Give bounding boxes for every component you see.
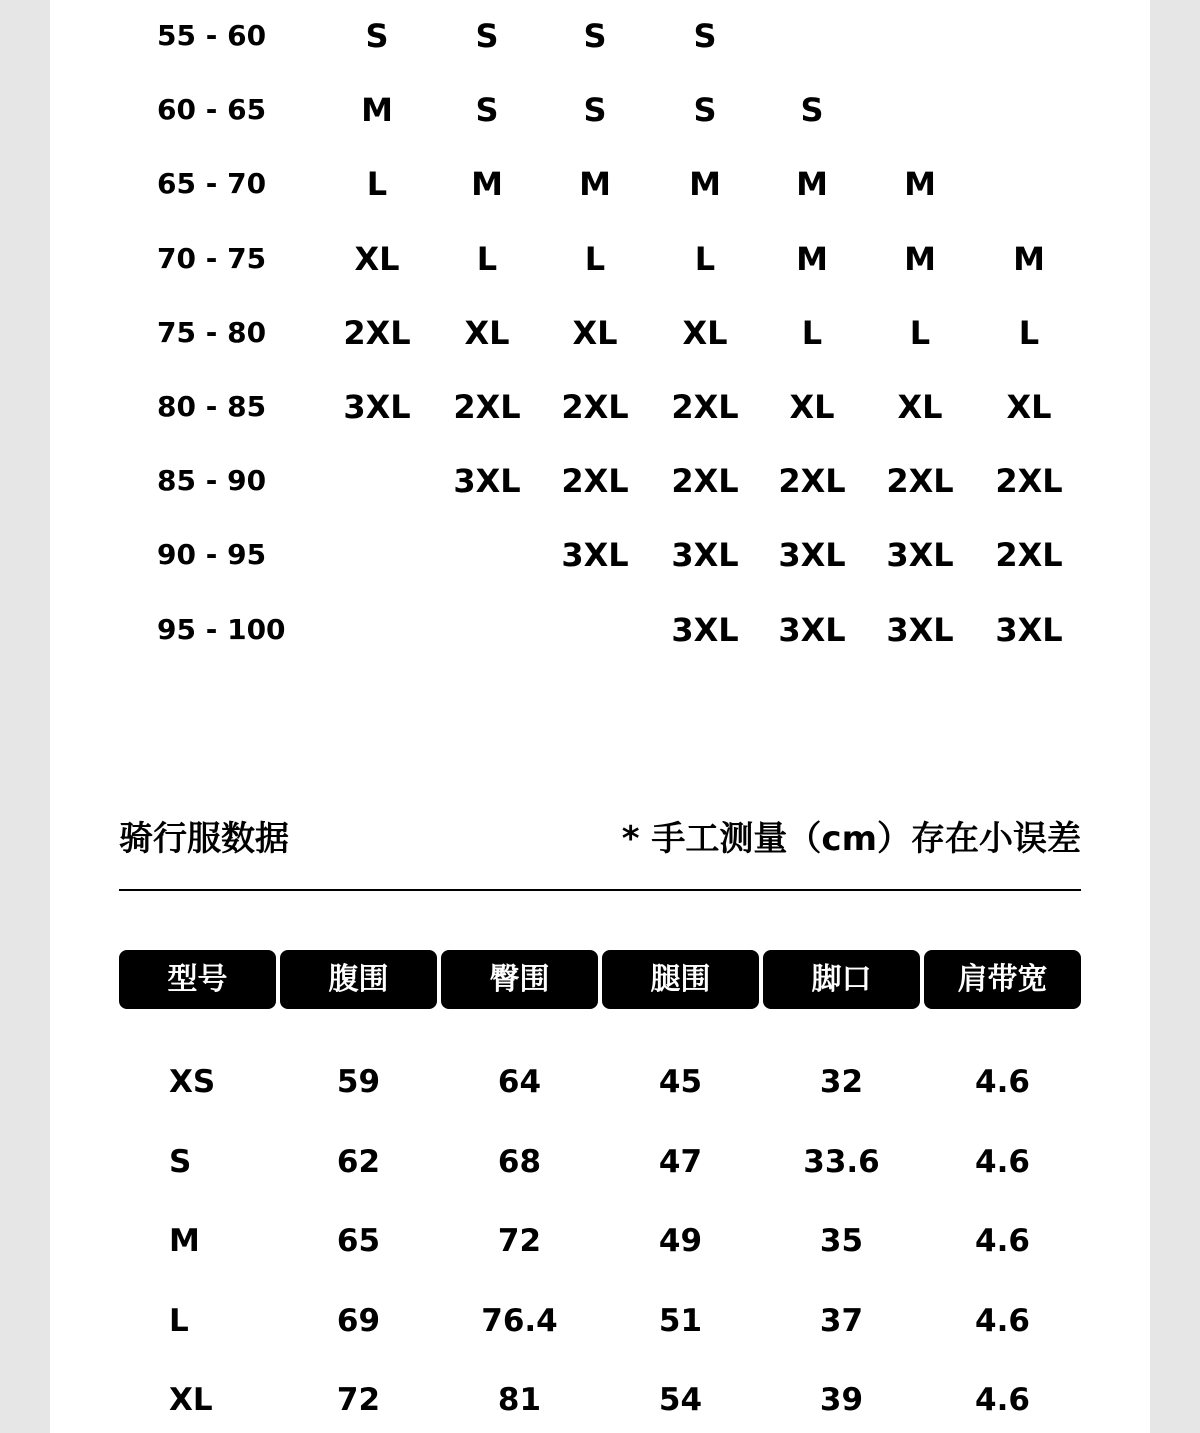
size-label: XS bbox=[169, 1064, 216, 1100]
measurement-value: 54 bbox=[658, 1382, 703, 1418]
weight-range-label: 75 - 80 bbox=[157, 315, 267, 349]
column-header: 肩带宽 bbox=[924, 950, 1081, 1009]
size-guide-page bbox=[50, 0, 1150, 1433]
table-row bbox=[50, 1137, 1150, 1187]
size-cell: XL bbox=[464, 313, 510, 352]
size-cell bbox=[757, 16, 867, 56]
size-cell: M bbox=[796, 239, 828, 278]
size-cell: S bbox=[365, 17, 389, 55]
size-cell: 3XL bbox=[886, 536, 954, 575]
measurement-value: 51 bbox=[658, 1302, 703, 1339]
size-cell: M bbox=[904, 165, 936, 204]
weight-range-label: 90 - 95 bbox=[157, 538, 267, 572]
size-cell: XL bbox=[897, 388, 943, 426]
size-cell: M bbox=[796, 165, 828, 204]
size-cell: XL bbox=[572, 313, 618, 352]
column-header: 腹围 bbox=[280, 950, 437, 1009]
size-cell: 3XL bbox=[343, 388, 411, 426]
size-cell: M bbox=[689, 165, 721, 204]
size-cell: 2XL bbox=[343, 313, 411, 352]
size-cell: XL bbox=[354, 239, 400, 278]
measurement-value: 72 bbox=[336, 1382, 381, 1418]
size-cell: L bbox=[584, 239, 606, 278]
size-cell: 3XL bbox=[671, 610, 739, 649]
size-cell bbox=[974, 90, 1084, 130]
size-cell bbox=[540, 610, 650, 650]
size-cell: S bbox=[800, 91, 824, 130]
size-cell: 2XL bbox=[778, 462, 846, 501]
size-cell: L bbox=[366, 165, 388, 204]
measurement-value: 4.6 bbox=[975, 1223, 1030, 1259]
measurement-value: 4.6 bbox=[975, 1302, 1030, 1339]
size-cell: 2XL bbox=[671, 388, 739, 426]
weight-range-label: 95 - 100 bbox=[157, 612, 286, 646]
weight-row bbox=[50, 313, 1150, 353]
size-cell: 3XL bbox=[886, 610, 954, 649]
weight-row bbox=[50, 16, 1150, 56]
size-cell: 2XL bbox=[995, 462, 1063, 501]
column-header: 腿围 bbox=[602, 950, 759, 1009]
weight-range-label: 55 - 60 bbox=[157, 19, 267, 52]
size-cell bbox=[432, 535, 542, 575]
measurement-value: 35 bbox=[819, 1223, 864, 1259]
measurement-value: 64 bbox=[497, 1064, 542, 1100]
size-cell: S bbox=[475, 91, 499, 130]
section-divider bbox=[119, 889, 1081, 891]
measurement-value: 59 bbox=[336, 1064, 381, 1100]
weight-row bbox=[50, 90, 1150, 130]
size-cell: 3XL bbox=[995, 610, 1063, 649]
size-cell: 2XL bbox=[995, 536, 1063, 575]
weight-range-label: 80 - 85 bbox=[157, 390, 267, 423]
measurement-value: 81 bbox=[497, 1382, 542, 1418]
measurement-value: 39 bbox=[819, 1382, 864, 1418]
weight-row bbox=[50, 461, 1150, 501]
size-cell: 3XL bbox=[778, 536, 846, 575]
table-row bbox=[50, 1057, 1150, 1107]
measurement-value: 69 bbox=[336, 1302, 381, 1339]
measurement-value: 37 bbox=[819, 1302, 864, 1339]
table-row bbox=[50, 1296, 1150, 1346]
size-cell: 2XL bbox=[886, 462, 954, 501]
size-cell bbox=[322, 610, 432, 650]
measurement-value: 47 bbox=[658, 1143, 703, 1180]
size-cell: 3XL bbox=[778, 610, 846, 649]
measurement-value: 4.6 bbox=[975, 1382, 1030, 1418]
size-cell: L bbox=[476, 239, 498, 278]
weight-row bbox=[50, 164, 1150, 204]
size-cell: S bbox=[583, 17, 607, 55]
size-cell: 3XL bbox=[561, 536, 629, 575]
size-cell: 2XL bbox=[453, 388, 521, 426]
size-label: S bbox=[169, 1143, 192, 1180]
size-cell bbox=[974, 164, 1084, 204]
table-row bbox=[50, 1216, 1150, 1266]
size-label: M bbox=[169, 1223, 200, 1259]
size-cell: 2XL bbox=[561, 462, 629, 501]
size-cell: 3XL bbox=[453, 462, 521, 501]
measurement-value: 45 bbox=[658, 1064, 703, 1100]
measurement-value: 4.6 bbox=[975, 1064, 1030, 1100]
size-cell: 2XL bbox=[561, 388, 629, 426]
weight-row bbox=[50, 239, 1150, 279]
weight-row bbox=[50, 535, 1150, 575]
size-cell bbox=[974, 16, 1084, 56]
size-cell: L bbox=[1018, 313, 1040, 352]
size-cell: 3XL bbox=[671, 536, 739, 575]
weight-range-label: 60 - 65 bbox=[157, 93, 267, 127]
size-cell bbox=[432, 610, 542, 650]
size-cell: XL bbox=[789, 388, 835, 426]
size-cell: M bbox=[471, 165, 503, 204]
size-label: L bbox=[169, 1302, 189, 1339]
section-title: 骑行服数据 bbox=[119, 819, 289, 859]
size-cell: M bbox=[904, 239, 936, 278]
size-cell: S bbox=[693, 91, 717, 130]
column-header: 型号 bbox=[119, 950, 276, 1009]
measurement-value: 76.4 bbox=[481, 1302, 558, 1339]
measurement-value: 65 bbox=[336, 1223, 381, 1259]
column-header: 脚口 bbox=[763, 950, 920, 1009]
measurement-value: 72 bbox=[497, 1223, 542, 1259]
size-cell: XL bbox=[1006, 388, 1052, 426]
measurement-value: 68 bbox=[497, 1143, 542, 1180]
weight-range-label: 70 - 75 bbox=[157, 241, 267, 275]
size-cell: L bbox=[909, 313, 931, 352]
table-row bbox=[50, 1375, 1150, 1425]
weight-range-label: 85 - 90 bbox=[157, 464, 267, 498]
size-cell bbox=[865, 16, 975, 56]
measurement-note: * 手工测量（cm）存在小误差 bbox=[621, 819, 1081, 859]
size-cell: S bbox=[475, 17, 499, 55]
measurement-value: 33.6 bbox=[803, 1143, 880, 1180]
size-cell: L bbox=[801, 313, 823, 352]
size-cell: S bbox=[583, 91, 607, 130]
measurement-value: 4.6 bbox=[975, 1143, 1030, 1180]
size-cell: S bbox=[693, 17, 717, 55]
size-cell bbox=[322, 461, 432, 501]
size-cell bbox=[865, 90, 975, 130]
size-cell: L bbox=[694, 239, 716, 278]
size-cell: M bbox=[579, 165, 611, 204]
size-label: XL bbox=[169, 1382, 213, 1418]
measurement-value: 49 bbox=[658, 1223, 703, 1259]
column-header: 臀围 bbox=[441, 950, 598, 1009]
measurement-value: 32 bbox=[819, 1064, 864, 1100]
weight-range-label: 65 - 70 bbox=[157, 167, 267, 201]
size-cell: M bbox=[1013, 239, 1045, 278]
size-cell: XL bbox=[682, 313, 728, 352]
weight-row bbox=[50, 387, 1150, 427]
size-cell: M bbox=[361, 91, 393, 130]
size-cell bbox=[322, 535, 432, 575]
measurement-value: 62 bbox=[336, 1143, 381, 1180]
size-cell: 2XL bbox=[671, 462, 739, 501]
weight-row bbox=[50, 610, 1150, 650]
